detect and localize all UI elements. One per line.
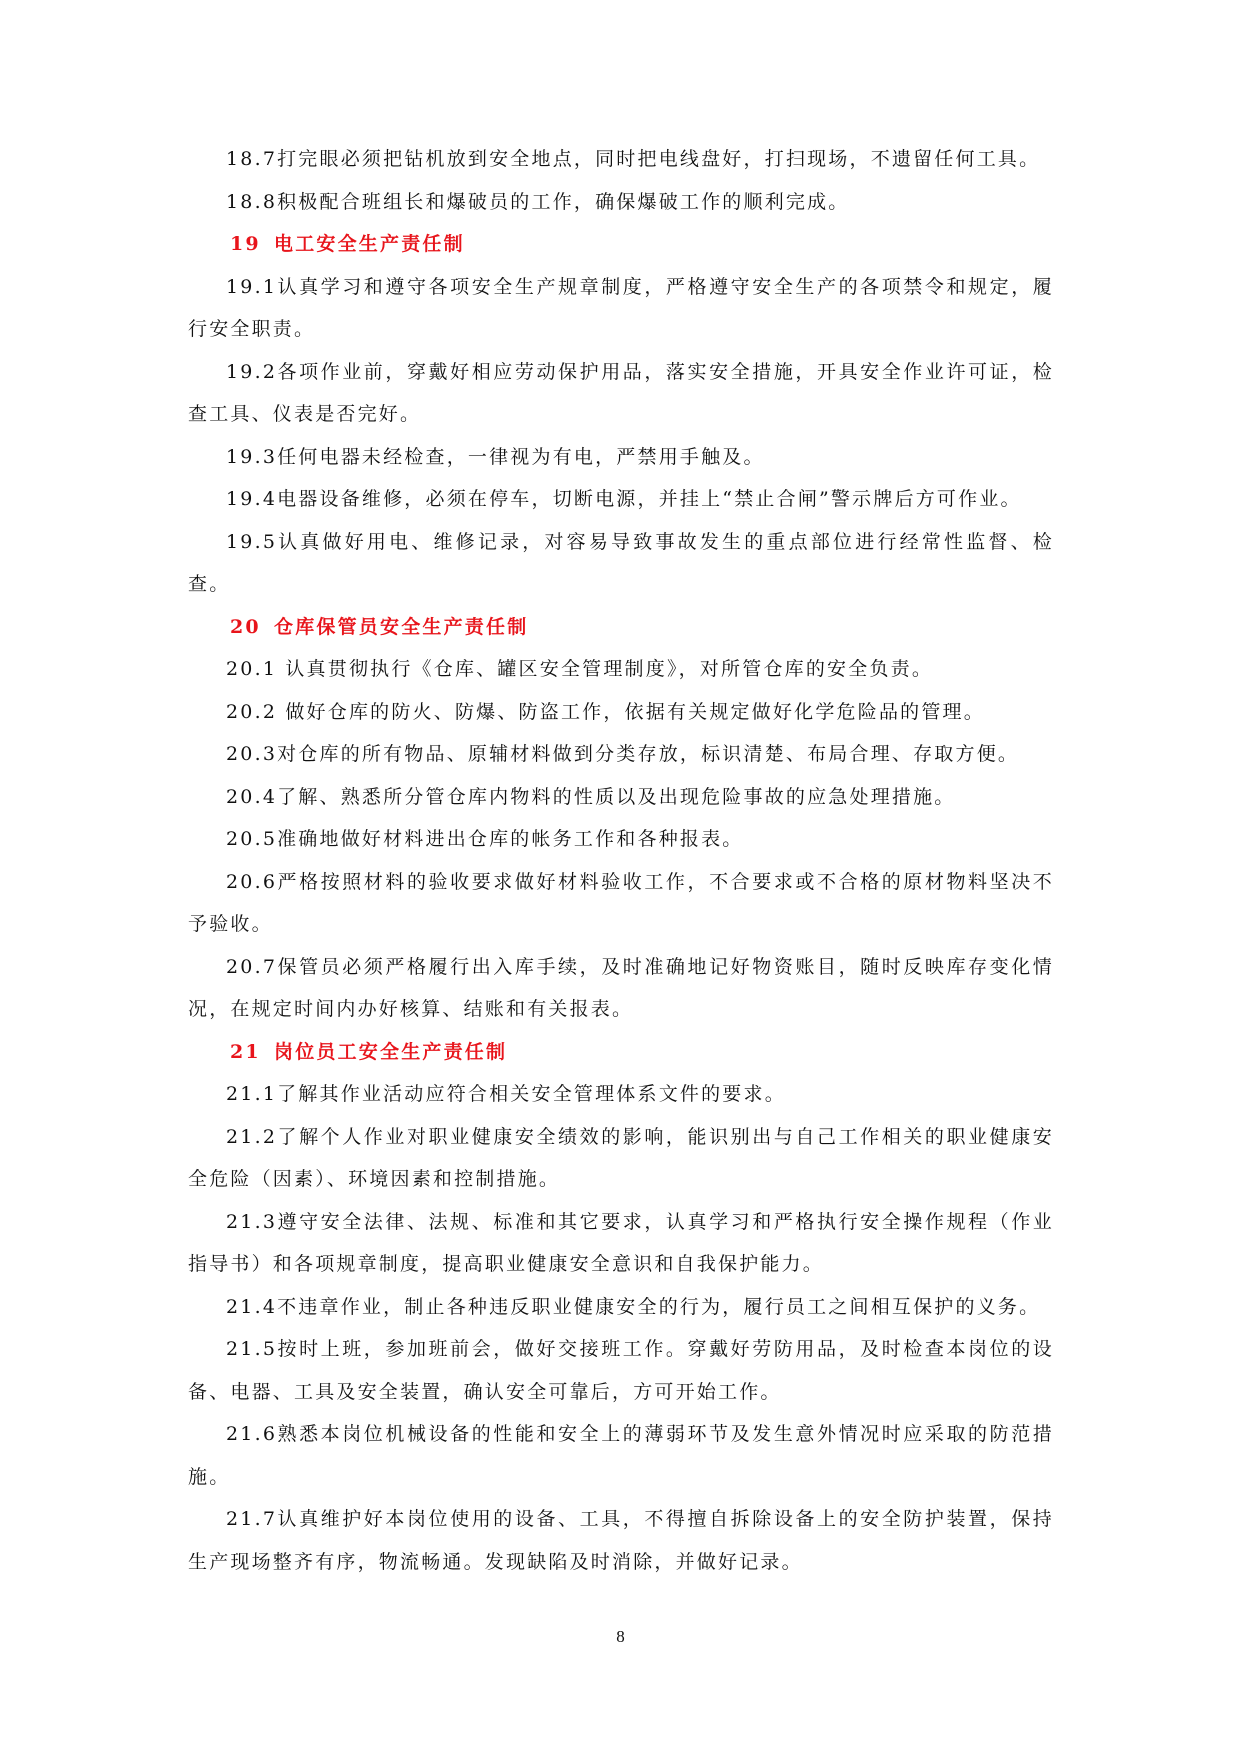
- paragraph: 19.5认真做好用电、维修记录，对容易导致事故发生的重点部位进行经常性监督、检查。: [188, 530, 1054, 595]
- document-body: [188, 138, 1054, 1583]
- paragraph: 19.4电器设备维修，必须在停车，切断电源，并挂上“禁止合闸”警示牌后方可作业。: [226, 488, 1022, 510]
- paragraph: 19.3任何电器未经检查，一律视为有电，严禁用手触及。: [226, 445, 765, 468]
- paragraph: 20.6严格按照材料的验收要求做好材料验收工作，不合要求或不合格的原材物料坚决不予验收。: [188, 870, 1054, 935]
- paragraph: 18.7打完眼必须把钻机放到安全地点，同时把电线盘好，打扫现场，不遗留任何工具。: [226, 148, 1041, 170]
- section-title: 电工安全生产责任制: [274, 233, 465, 255]
- section-number: 20: [230, 615, 261, 638]
- paragraph: 21.1了解其作业活动应符合相关安全管理体系文件的要求。: [226, 1083, 786, 1105]
- paragraph: 19.2各项作业前，穿戴好相应劳动保护用品，落实安全措施，开具安全作业许可证，检查工具、仪表是否完好。: [188, 360, 1054, 425]
- paragraph: 21.5按时上班，参加班前会，做好交接班工作。穿戴好劳防用品，及时检查本岗位的设备、电器、工具及安全装置，确认安全可靠后，方可开始工作。: [188, 1338, 1054, 1403]
- section-number: 21: [230, 1040, 261, 1063]
- paragraph: 20.1 认真贯彻执行《仓库、罐区安全管理制度》，对所管仓库的安全负责。: [226, 658, 934, 680]
- section-heading: [188, 223, 1054, 266]
- paragraph: 18.8积极配合班组长和爆破员的工作，确保爆破工作的顺利完成。: [226, 190, 850, 213]
- paragraph: 21.7认真维护好本岗位使用的设备、工具，不得擅自拆除设备上的安全防护装置，保持生产现场整齐有序，物流畅通。发现缺陷及时消除，并做好记录。: [188, 1508, 1054, 1573]
- paragraph: 21.2了解个人作业对职业健康安全绩效的影响，能识别出与自己工作相关的职业健康安全危险（因素）、环境因素和控制措施。: [188, 1125, 1054, 1190]
- page-number: 8: [616, 1627, 625, 1646]
- paragraph: 20.2 做好仓库的防火、防爆、防盗工作，依据有关规定做好化学危险品的管理。: [226, 700, 985, 723]
- paragraph: 20.3对仓库的所有物品、原辅材料做到分类存放，标识清楚、布局合理、存取方便。: [226, 743, 1020, 765]
- section-number: 19: [230, 233, 261, 255]
- paragraph: 20.7保管员必须严格履行出入库手续，及时准确地记好物资账目，随时反映库存变化情况，在规定时间内办好核算、结账和有关报表。: [188, 955, 1054, 1020]
- section-heading: [188, 606, 1054, 649]
- section-heading: [188, 1031, 1054, 1074]
- paragraph: 20.4了解、熟悉所分管仓库内物料的性质以及出现危险事故的应急处理措施。: [226, 785, 956, 808]
- paragraph: 20.5准确地做好材料进出仓库的帐务工作和各种报表。: [226, 828, 744, 850]
- paragraph: 21.4不违章作业，制止各种违反职业健康安全的行为，履行员工之间相互保护的义务。: [226, 1295, 1041, 1318]
- paragraph: 21.6熟悉本岗位机械设备的性能和安全上的薄弱环节及发生意外情况时应采取的防范措施。: [188, 1423, 1054, 1488]
- section-title: 仓库保管员安全生产责任制: [274, 615, 529, 638]
- section-title: 岗位员工安全生产责任制: [274, 1040, 508, 1063]
- paragraph: 21.3遵守安全法律、法规、标准和其它要求，认真学习和严格执行安全操作规程（作业指导书）和各项规章制度，提高职业健康安全意识和自我保护能力。: [188, 1210, 1054, 1275]
- paragraph: 19.1认真学习和遵守各项安全生产规章制度，严格遵守安全生产的各项禁令和规定，履行安全职责。: [188, 275, 1054, 340]
